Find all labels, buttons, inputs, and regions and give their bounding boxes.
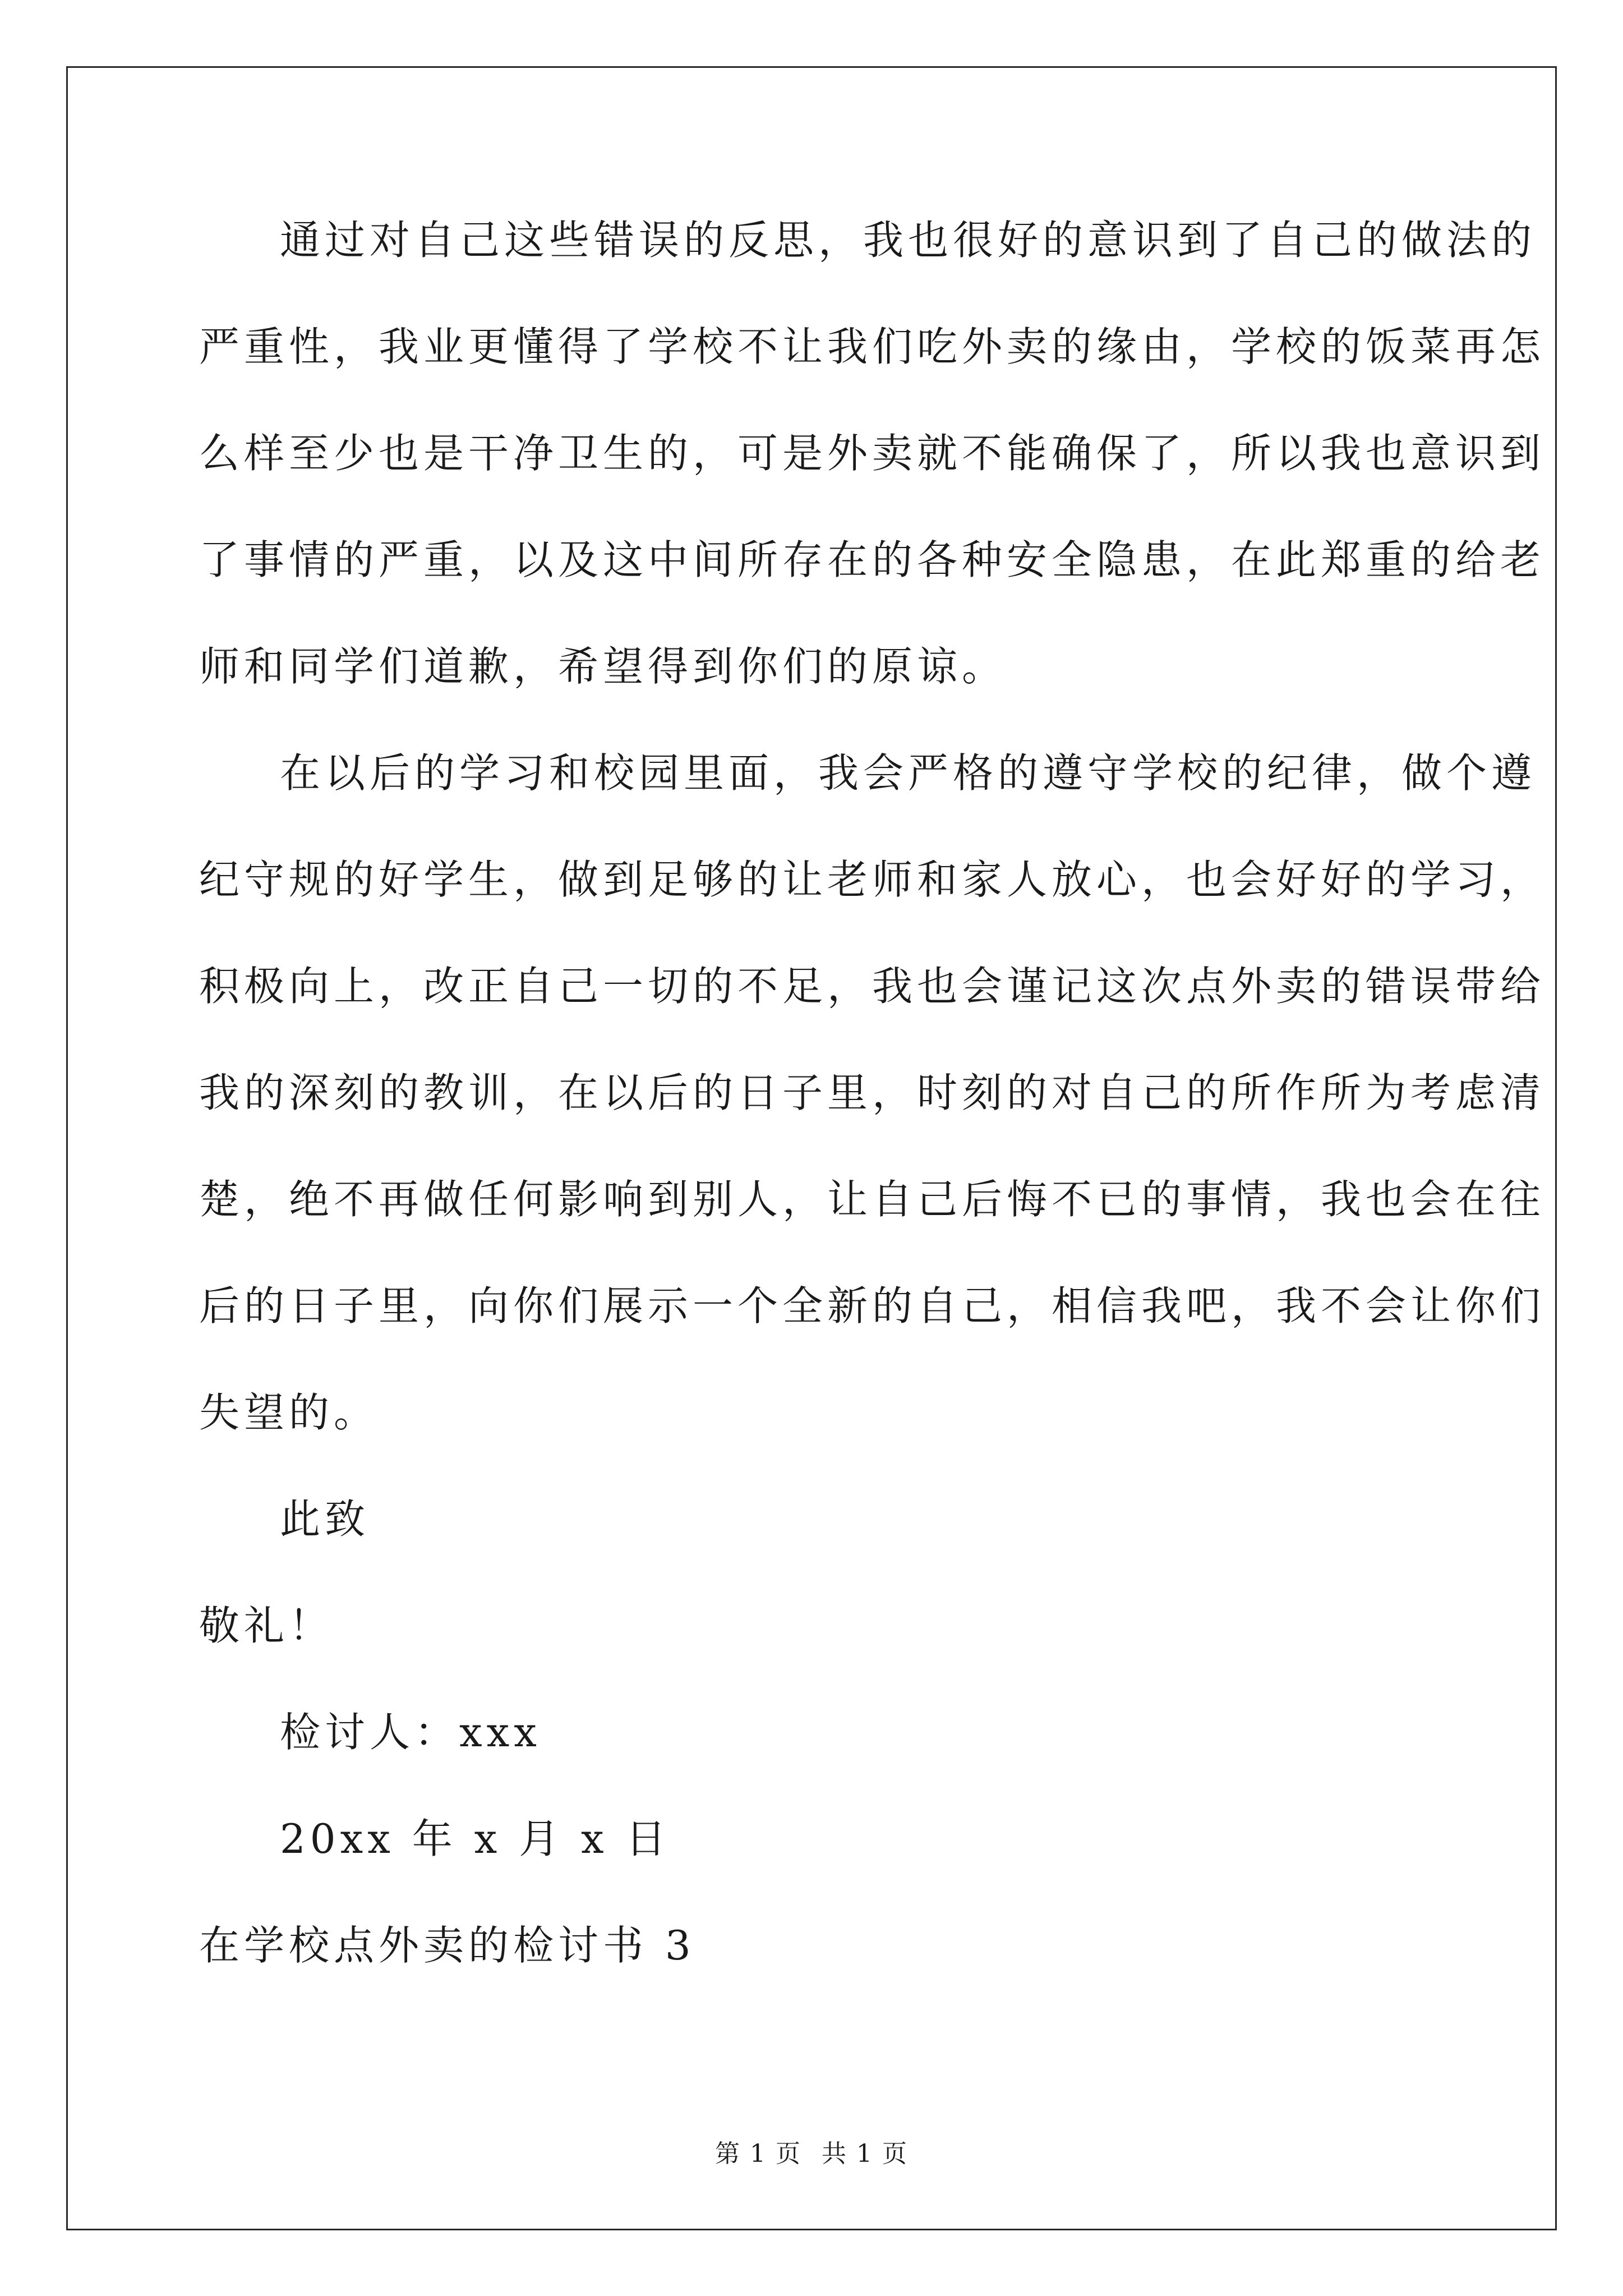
paragraph-1-line-4: 了事情的严重，以及这中间所存在的各种安全隐患，在此郑重的给老 — [199, 536, 1546, 583]
paragraph-2-line-2: 纪守规的好学生，做到足够的让老师和家人放心，也会好好的学习， — [199, 856, 1546, 903]
paragraph-2-line-5: 楚，绝不再做任何影响到别人，让自己后悔不已的事情，我也会在往 — [199, 1176, 1546, 1223]
page-footer — [0, 2137, 1623, 2171]
paragraph-1-line-2: 严重性，我业更懂得了学校不让我们吃外卖的缘由，学校的饭菜再怎 — [199, 323, 1546, 370]
paragraph-2-line-4: 我的深刻的教训，在以后的日子里，时刻的对自己的所作所为考虑清 — [199, 1069, 1546, 1116]
closing-salutation-2: 敬礼！ — [199, 1602, 334, 1649]
paragraph-2-line-7: 失望的。 — [199, 1389, 379, 1436]
paragraph-1-line-5: 师和同学们道歉，希望得到你们的原谅。 — [199, 643, 1007, 690]
page-number-current: 第 1 页 — [715, 2139, 801, 2168]
page-frame — [66, 66, 1557, 2230]
paragraph-2-line-6: 后的日子里，向你们展示一个全新的自己，相信我吧，我不会让你们 — [199, 1282, 1546, 1329]
next-document-title: 在学校点外卖的检讨书 3 — [199, 1922, 695, 1969]
closing-salutation-1: 此致 — [280, 1496, 370, 1543]
paragraph-1-line-1: 通过对自己这些错误的反思，我也很好的意识到了自己的做法的 — [280, 217, 1537, 264]
paragraph-2-line-1: 在以后的学习和校园里面，我会严格的遵守学校的纪律，做个遵 — [280, 749, 1537, 797]
date-line: 20xx 年 x 月 x 日 — [280, 1815, 671, 1862]
signer-line: 检讨人：xxx — [280, 1709, 541, 1756]
paragraph-2-line-3: 积极向上，改正自己一切的不足，我也会谨记这次点外卖的错误带给 — [199, 963, 1546, 1010]
page-number-total: 共 1 页 — [822, 2139, 908, 2168]
paragraph-1-line-3: 么样至少也是干净卫生的，可是外卖就不能确保了，所以我也意识到 — [199, 430, 1546, 477]
